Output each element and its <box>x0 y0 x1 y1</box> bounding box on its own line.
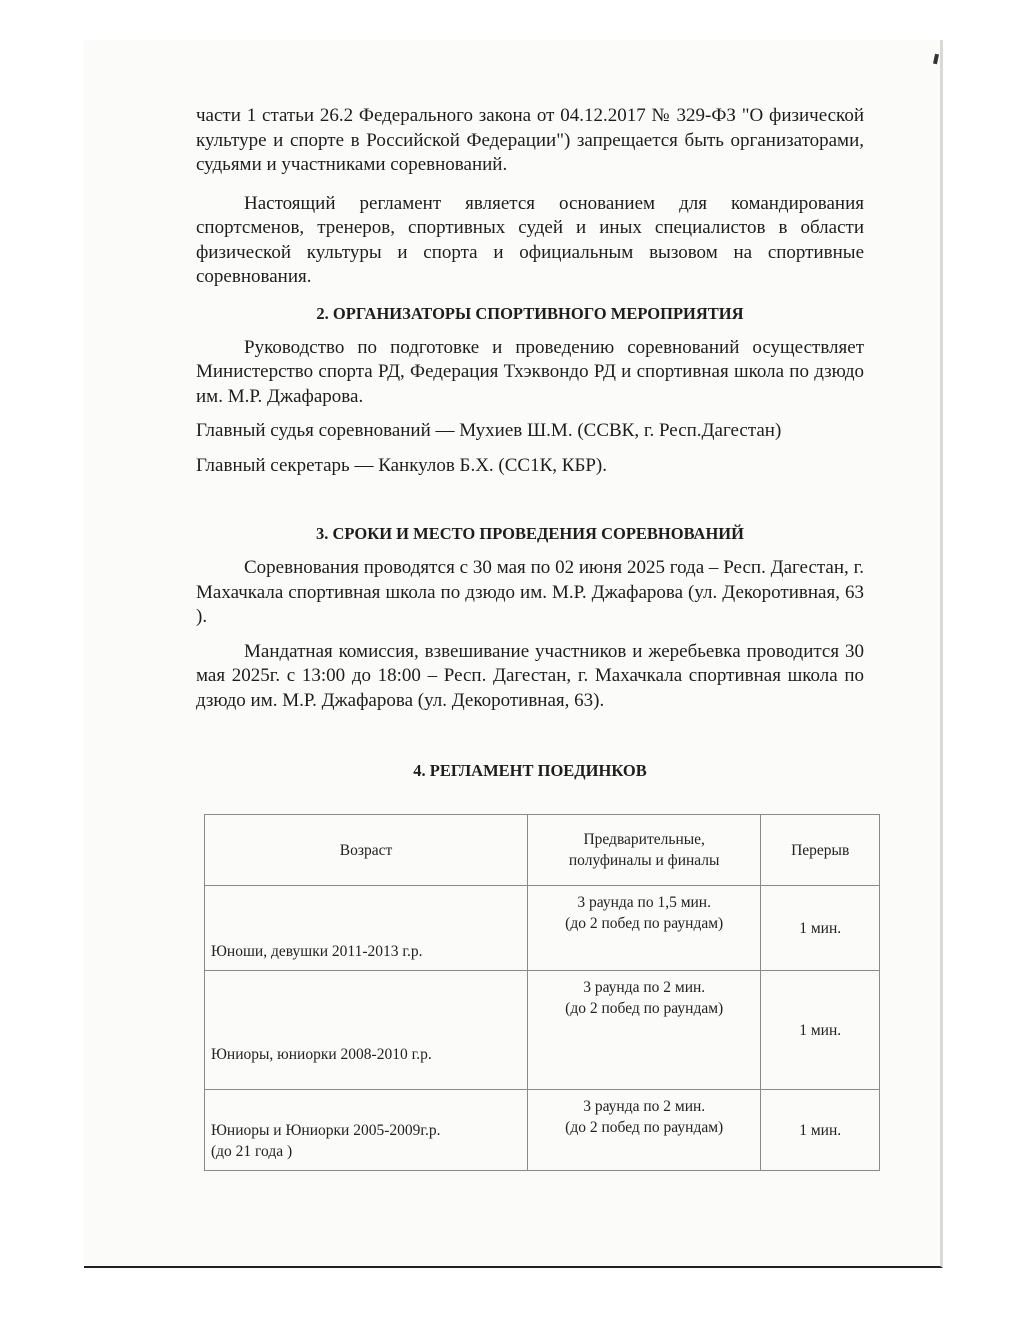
age-line-1: Юниоры, юниорки 2008-2010 г.р. <box>211 1046 432 1063</box>
section-3-paragraph-1: Соревнования проводятся с 30 мая по 02 июня 2025 года – Респ. Дагестан, г. Махачкала спортивная школа по дзюдо им. М.Р. Джафарова (ул. Декоротивная, 63 ). <box>196 557 864 627</box>
section-2-title: 2. ОРГАНИЗАТОРЫ СПОРТИВНОГО МЕРОПРИЯТИЯ <box>316 303 744 323</box>
rounds-cell <box>528 971 761 1090</box>
header-rounds-line-1: Предварительные, <box>583 831 705 848</box>
rounds-line-2: (до 2 побед по раундам) <box>565 1119 724 1136</box>
section-2-paragraph-1: Руководство по подготовке и проведению соревнований осуществляет Министерство спорта РД, Федерация Тхэквондо РД и спортивная школа по дзюдо им. М.Р. Джафарова. <box>196 336 864 407</box>
section-3-paragraph-2: Мандатная комиссия, взвешивание участников и жеребьевка проводится 30 мая 2025г. с 13:00 до 18:00 – Респ. Дагестан, г. Махачкала спортивная школа по дзюдо им. М.Р. Джафарова (ул. Декоротивная, 63). <box>196 640 864 711</box>
age-line-1: Юноши, девушки 2011-2013 г.р. <box>211 943 423 960</box>
pause-cell: 1 мин. <box>761 886 880 971</box>
section-4-title: 4. РЕГЛАМЕНТ ПОЕДИНКОВ <box>413 761 647 780</box>
age-cell <box>205 971 528 1090</box>
age-cell <box>205 1090 528 1171</box>
table-row <box>205 1090 880 1171</box>
table-row <box>205 886 880 971</box>
age-cell <box>205 886 528 971</box>
age-line-2: (до 21 года ) <box>211 1143 293 1160</box>
header-rounds <box>528 815 761 886</box>
rounds-line-1: 3 раунда по 2 мин. <box>583 979 706 996</box>
header-pause: Перерыв <box>761 815 880 886</box>
pause-cell: 1 мин. <box>761 1090 880 1171</box>
rounds-line-1: 3 раунда по 1,5 мин. <box>577 894 711 911</box>
bout-regulation-table <box>204 814 880 1171</box>
rounds-line-1: 3 раунда по 2 мин. <box>583 1098 706 1115</box>
table-header-row <box>205 815 880 886</box>
header-rounds-line-2: полуфиналы и финалы <box>568 852 720 869</box>
section-3-title: 3. СРОКИ И МЕСТО ПРОВЕДЕНИЯ СОРЕВНОВАНИЙ <box>316 524 744 543</box>
chief-judge-line: Главный судья соревнований — Мухиев Ш.М. (ССВК, г. Респ.Дагестан) <box>196 420 782 441</box>
pause-cell: 1 мин. <box>761 971 880 1090</box>
rounds-cell <box>528 1090 761 1171</box>
chief-secretary-line: Главный секретарь — Канкулов Б.Х. (СС1К, КБР). <box>196 454 607 476</box>
document-body <box>196 104 864 783</box>
table-row <box>205 971 880 1090</box>
rounds-line-2: (до 2 побед по раундам) <box>565 1000 724 1017</box>
age-line-1: Юниоры и Юниорки 2005-2009г.р. <box>211 1122 441 1139</box>
header-age: Возраст <box>205 815 528 886</box>
rounds-line-2: (до 2 побед по раундам) <box>565 915 724 932</box>
intro-paragraph-2: Настоящий регламент является основанием для командирования спортсменов, тренеров, спортивных судей и иных специалистов в области физической культуры и спорта и официальным вызовом на спортивные соревнования. <box>196 192 864 287</box>
rounds-cell <box>528 886 761 971</box>
intro-paragraph-1: части 1 статьи 26.2 Федерального закона от 04.12.2017 № 329-ФЗ "О физической культуре и спорте в Российской Федерации") запрещается быть организаторами, судьями и участниками соревнований. <box>196 105 864 175</box>
